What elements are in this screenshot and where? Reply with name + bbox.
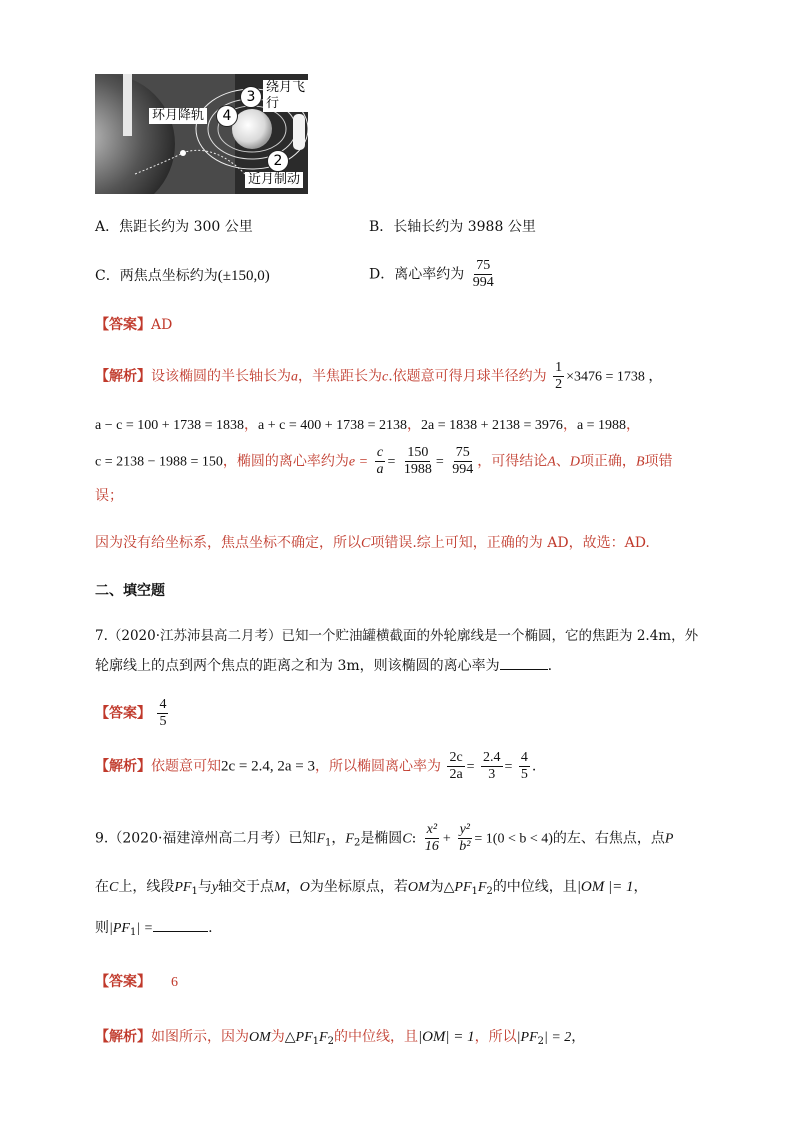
marker-2: 2 xyxy=(267,150,289,172)
answer-value: AD xyxy=(151,317,173,333)
option-c xyxy=(95,266,270,286)
q6-analysis-line5: 因为没有给坐标系，焦点坐标不确定，所以C项错误.综上可知，正确的为 AD，故选：AD. xyxy=(95,535,650,551)
option-b-text: 长轴长约为 3988 公里 xyxy=(393,219,536,235)
option-d-letter: D． xyxy=(369,266,395,283)
q7-line1: 7.（2020·江苏沛县高二月考）已知一个贮油罐横截面的外轮廓线是一个椭圆，它的焦距为 2.4m，外 xyxy=(95,628,699,644)
option-a-text: 焦距长约为 300 公里 xyxy=(119,219,253,235)
option-c-text: 两焦点坐标约为 xyxy=(119,268,218,284)
q6-analysis-line2: a − c = 100 + 1738 = 1838，a + c = 400 + 1738 = 2138，2a = 1838 + 2138 = 3976，a = 1988， xyxy=(95,417,641,433)
marker-3: 3 xyxy=(240,86,262,108)
q9-answer: 【答案】 6 xyxy=(95,974,178,990)
option-b xyxy=(369,217,536,237)
label-descent: 环月降轨 xyxy=(149,108,207,124)
option-a-letter: A． xyxy=(95,219,120,235)
q9-blank[interactable] xyxy=(153,917,208,932)
q7-line2: 轮廓线上的点到两个焦点的距离之和为 3m，则该椭圆的离心率为 . xyxy=(95,655,552,676)
analysis-tag: 【解析】 xyxy=(95,368,151,385)
label-lunar-orbit: 绕月飞行 xyxy=(263,80,308,112)
option-a xyxy=(95,217,253,237)
section-title: 二、填空题 xyxy=(95,583,165,599)
option-d-text: 离心率约为 xyxy=(394,266,465,283)
label-braking: 近月制动 xyxy=(245,172,303,188)
q9-analysis: 【解析】如图所示，因为OM为$\triangle PF_1F_2$的中位线，且|OM| = 1，所以$|PF_2| = 2$， xyxy=(95,1029,586,1047)
q6-analysis-line1: 【解析】设该椭圆的半长轴长为a，半焦距长为c.依题意可得月球半径约为 $\frac{1}{2}$ ×3476 = 1738 ， xyxy=(95,360,663,392)
q9-line3: 则$|PF_1|$ = . xyxy=(95,917,213,943)
q6-analysis-line4: 误； xyxy=(95,488,123,504)
q6-analysis-line3: c = 2138 − 1988 = 150，椭圆的离心率约为e = $\frac{c}{a}$ = $\frac{150}{1988}$ = $\frac{75}{994}$ ，可得结论A、D项正确，B项错 xyxy=(95,445,673,477)
rocket-image xyxy=(123,74,132,136)
q9-line1: 9.（2020·福建漳州高二月考）已知$F_1$，$F_2$是椭圆C: $\frac{\text{x²}}{16}$ + $\frac{\text{y²}}{\text{b²}}$ = 1(0 < b < 4)的左、右焦点，点P xyxy=(95,822,674,854)
q7-blank[interactable] xyxy=(500,655,548,670)
moon-image xyxy=(232,109,272,149)
q7-analysis: 【解析】依题意可知2c = 2.4, 2a = 3，所以椭圆离心率为 $\frac{2c}{2a}$ = $\frac{2.4}{3}$ = $\frac{4}{5}$ . xyxy=(95,750,537,782)
q7-answer: 【答案】 $\frac{4}{5}$ xyxy=(95,697,167,729)
orbit-figure xyxy=(95,74,308,194)
answer-tag: 【答案】 xyxy=(95,317,151,333)
option-b-letter: B． xyxy=(369,219,394,235)
option-d-fraction: $\frac{75}{994}$ xyxy=(472,258,494,290)
q9-line2: 在C上，线段$PF_1$与y轴交于点M，O为坐标原点，若OM为$\triangle PF_1F_2$的中位线，且|OM |= 1， xyxy=(95,879,648,897)
option-c-math: (±150,0) xyxy=(217,268,270,284)
q6-answer xyxy=(95,315,172,335)
marker-4: 4 xyxy=(216,105,238,127)
option-d xyxy=(369,258,498,291)
option-c-letter: C． xyxy=(95,268,120,284)
